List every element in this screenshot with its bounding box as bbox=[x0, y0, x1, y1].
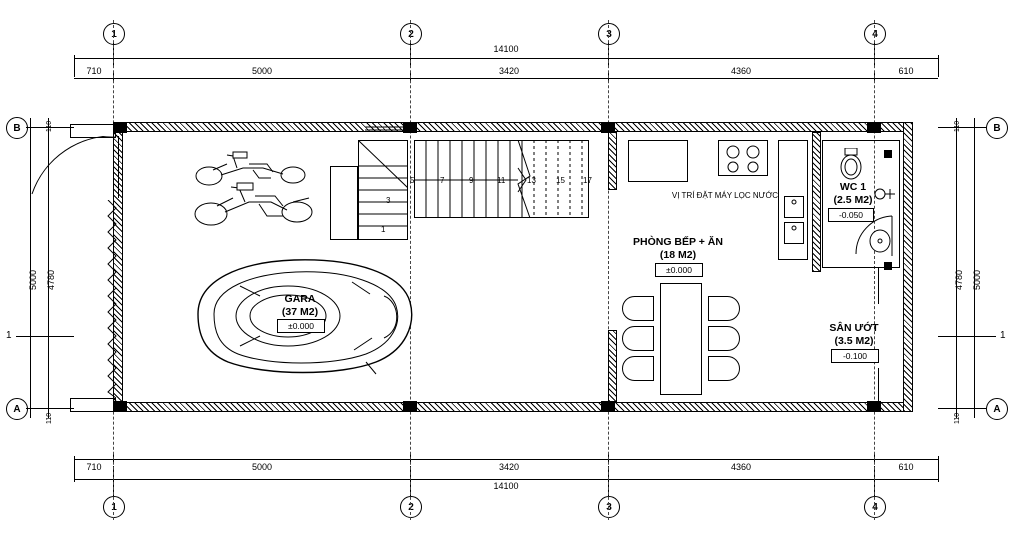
garage-door-leaf bbox=[118, 136, 119, 198]
room-label-wetyard bbox=[806, 322, 902, 334]
stair-break-line bbox=[516, 140, 542, 218]
room-area-text: (2.5 M2) bbox=[833, 194, 873, 206]
room-area-text: (18 M2) bbox=[659, 249, 697, 261]
grid-label: 2 bbox=[408, 28, 414, 40]
room-level-wetyard bbox=[831, 349, 879, 363]
dim-left-110-top: 110 bbox=[46, 120, 53, 132]
toilet-icon bbox=[838, 148, 864, 182]
grid-line-A-left bbox=[26, 408, 74, 409]
dim-right-110-top: 110 bbox=[954, 120, 961, 132]
dim-top-4360: 4360 bbox=[730, 66, 752, 76]
wetyard-partition bbox=[878, 268, 879, 304]
grid-label: 3 bbox=[606, 28, 612, 40]
room-level-gara bbox=[277, 319, 325, 333]
level-text: -0.100 bbox=[842, 351, 868, 361]
room-name-wc: WC 1 bbox=[839, 181, 867, 193]
stair-number-17: 17 bbox=[583, 176, 592, 185]
stair-number-1: 1 bbox=[381, 225, 386, 234]
stair-number-11: 11 bbox=[497, 176, 506, 185]
cooktop-burners bbox=[718, 140, 768, 176]
dim-ext-right-top bbox=[938, 55, 939, 77]
grid-label: B bbox=[13, 122, 21, 134]
axis-dashed-4 bbox=[874, 20, 875, 520]
room-name-wetyard: SÂN ƯỚT bbox=[829, 322, 879, 334]
column-a4 bbox=[867, 122, 881, 133]
grid-bubble-left-B bbox=[6, 117, 28, 139]
grid-label: 1 bbox=[111, 501, 117, 513]
room-label-kitchen bbox=[613, 236, 743, 248]
interior-wall-wc bbox=[812, 132, 821, 272]
dim-line-segments-top bbox=[74, 78, 938, 79]
room-name-gara: GARA bbox=[284, 293, 316, 305]
grid-label: 2 bbox=[408, 501, 414, 513]
dim-line-overall-top bbox=[74, 58, 938, 59]
dining-chair-r3 bbox=[708, 356, 740, 381]
grid-line-B-right bbox=[938, 127, 986, 128]
grid-bubble-right-B bbox=[986, 117, 1008, 139]
dining-chair-r2 bbox=[708, 326, 740, 351]
grid-bubble-right-A bbox=[986, 398, 1008, 420]
grid-bubble-left-A bbox=[6, 398, 28, 420]
dining-chair-r1 bbox=[708, 296, 740, 321]
exterior-wall-bottom bbox=[113, 402, 913, 412]
interior-wall-kitchen-left bbox=[608, 132, 617, 190]
dim-top-610: 610 bbox=[898, 66, 914, 76]
stair-number-13: 13 bbox=[527, 176, 536, 185]
top-wall-opening bbox=[365, 124, 405, 132]
grid-label: B bbox=[993, 122, 1001, 134]
grid-bubble-bottom-2 bbox=[400, 496, 422, 518]
dim-ext-right-bottom bbox=[938, 456, 939, 482]
grid-bubble-top-4 bbox=[864, 23, 886, 45]
section-marker-right: 1 bbox=[1000, 330, 1006, 341]
wetyard-partition-2 bbox=[878, 368, 879, 402]
dim-left-4780: 4780 bbox=[46, 269, 56, 290]
room-area-text: (3.5 M2) bbox=[834, 335, 874, 347]
dining-chair-l3 bbox=[622, 356, 654, 381]
dim-bottom-710: 710 bbox=[86, 462, 102, 472]
dim-right-110-bottom: 110 bbox=[954, 412, 961, 424]
sink-taps bbox=[784, 196, 804, 244]
dim-overall-top: 14100 bbox=[493, 44, 519, 54]
grid-bubble-top-1 bbox=[103, 23, 125, 45]
room-label-gara bbox=[240, 293, 360, 305]
dim-line-right-inner bbox=[956, 118, 957, 418]
dining-chair-l2 bbox=[622, 326, 654, 351]
dim-line-right-outer bbox=[974, 118, 975, 418]
grid-bubble-top-2 bbox=[400, 23, 422, 45]
section-marker-left: 1 bbox=[6, 330, 12, 341]
kitchen-counter-top bbox=[628, 140, 688, 182]
grid-bubble-top-3 bbox=[598, 23, 620, 45]
grid-label: 4 bbox=[872, 501, 878, 513]
column-a2 bbox=[403, 122, 417, 133]
under-stair-box bbox=[330, 166, 358, 240]
room-area-wetyard bbox=[806, 335, 902, 347]
stair-number-5: 5 bbox=[410, 176, 415, 185]
dim-overall-bottom: 14100 bbox=[493, 481, 519, 491]
grid-label: 3 bbox=[606, 501, 612, 513]
grid-label: A bbox=[13, 403, 21, 415]
window-left-bottom bbox=[70, 398, 116, 412]
room-area-gara bbox=[240, 306, 360, 318]
garage-door-swing bbox=[30, 136, 122, 198]
room-name-kitchen: PHÒNG BẾP + ĂN bbox=[633, 236, 723, 248]
dim-top-3420: 3420 bbox=[498, 66, 520, 76]
section-line-left bbox=[16, 336, 74, 337]
stair-number-7: 7 bbox=[440, 176, 445, 185]
dining-table bbox=[660, 283, 702, 395]
dining-chair-l1 bbox=[622, 296, 654, 321]
grid-bubble-bottom-3 bbox=[598, 496, 620, 518]
stair-number-15: 15 bbox=[556, 176, 565, 185]
room-area-kitchen bbox=[613, 249, 743, 261]
level-text: ±0.000 bbox=[288, 321, 314, 331]
dim-right-4780: 4780 bbox=[954, 269, 964, 290]
section-line-right bbox=[938, 336, 996, 337]
axis-dashed-3 bbox=[608, 20, 609, 520]
dim-ext-left-bottom bbox=[74, 456, 75, 482]
interior-wall-kitchen-left-2 bbox=[608, 330, 617, 402]
dim-bottom-3420: 3420 bbox=[498, 462, 520, 472]
note-text: VỊ TRÍ ĐẶT MÁY LỌC NƯỚC bbox=[671, 191, 779, 200]
grid-label: 4 bbox=[872, 28, 878, 40]
grid-label: 1 bbox=[111, 28, 117, 40]
grid-line-A-right bbox=[938, 408, 986, 409]
column-b3 bbox=[601, 401, 615, 412]
room-area-text: (37 M2) bbox=[281, 306, 319, 318]
dim-bottom-5000: 5000 bbox=[251, 462, 273, 472]
grid-label: A bbox=[993, 403, 1001, 415]
column-b2 bbox=[403, 401, 417, 412]
level-text: ±0.000 bbox=[666, 265, 692, 275]
dim-top-5000: 5000 bbox=[251, 66, 273, 76]
dim-bottom-610: 610 bbox=[898, 462, 914, 472]
exterior-wall-top bbox=[113, 122, 913, 132]
stair-number-9: 9 bbox=[469, 176, 474, 185]
dim-right-5000: 5000 bbox=[972, 269, 982, 290]
wc-column-1 bbox=[884, 150, 892, 158]
dim-line-segments-bottom bbox=[74, 459, 938, 460]
note-water-filter bbox=[655, 190, 795, 202]
dim-top-710: 710 bbox=[86, 66, 102, 76]
dim-line-overall-bottom bbox=[74, 479, 938, 480]
motorbike-icon-2 bbox=[193, 180, 319, 230]
room-level-kitchen bbox=[655, 263, 703, 277]
dim-left-5000: 5000 bbox=[28, 269, 38, 290]
wc-fixture-symbol bbox=[874, 186, 896, 202]
grid-bubble-bottom-4 bbox=[864, 496, 886, 518]
exterior-wall-right bbox=[903, 122, 913, 412]
dim-left-110-bottom: 110 bbox=[46, 412, 53, 424]
grid-bubble-bottom-1 bbox=[103, 496, 125, 518]
dim-bottom-4360: 4360 bbox=[730, 462, 752, 472]
column-b4 bbox=[867, 401, 881, 412]
roller-shutter-symbol bbox=[104, 200, 120, 400]
wc-column-2 bbox=[884, 262, 892, 270]
room-level-wc bbox=[828, 208, 874, 222]
level-text: -0.050 bbox=[838, 210, 864, 220]
stair-number-3: 3 bbox=[386, 196, 391, 205]
